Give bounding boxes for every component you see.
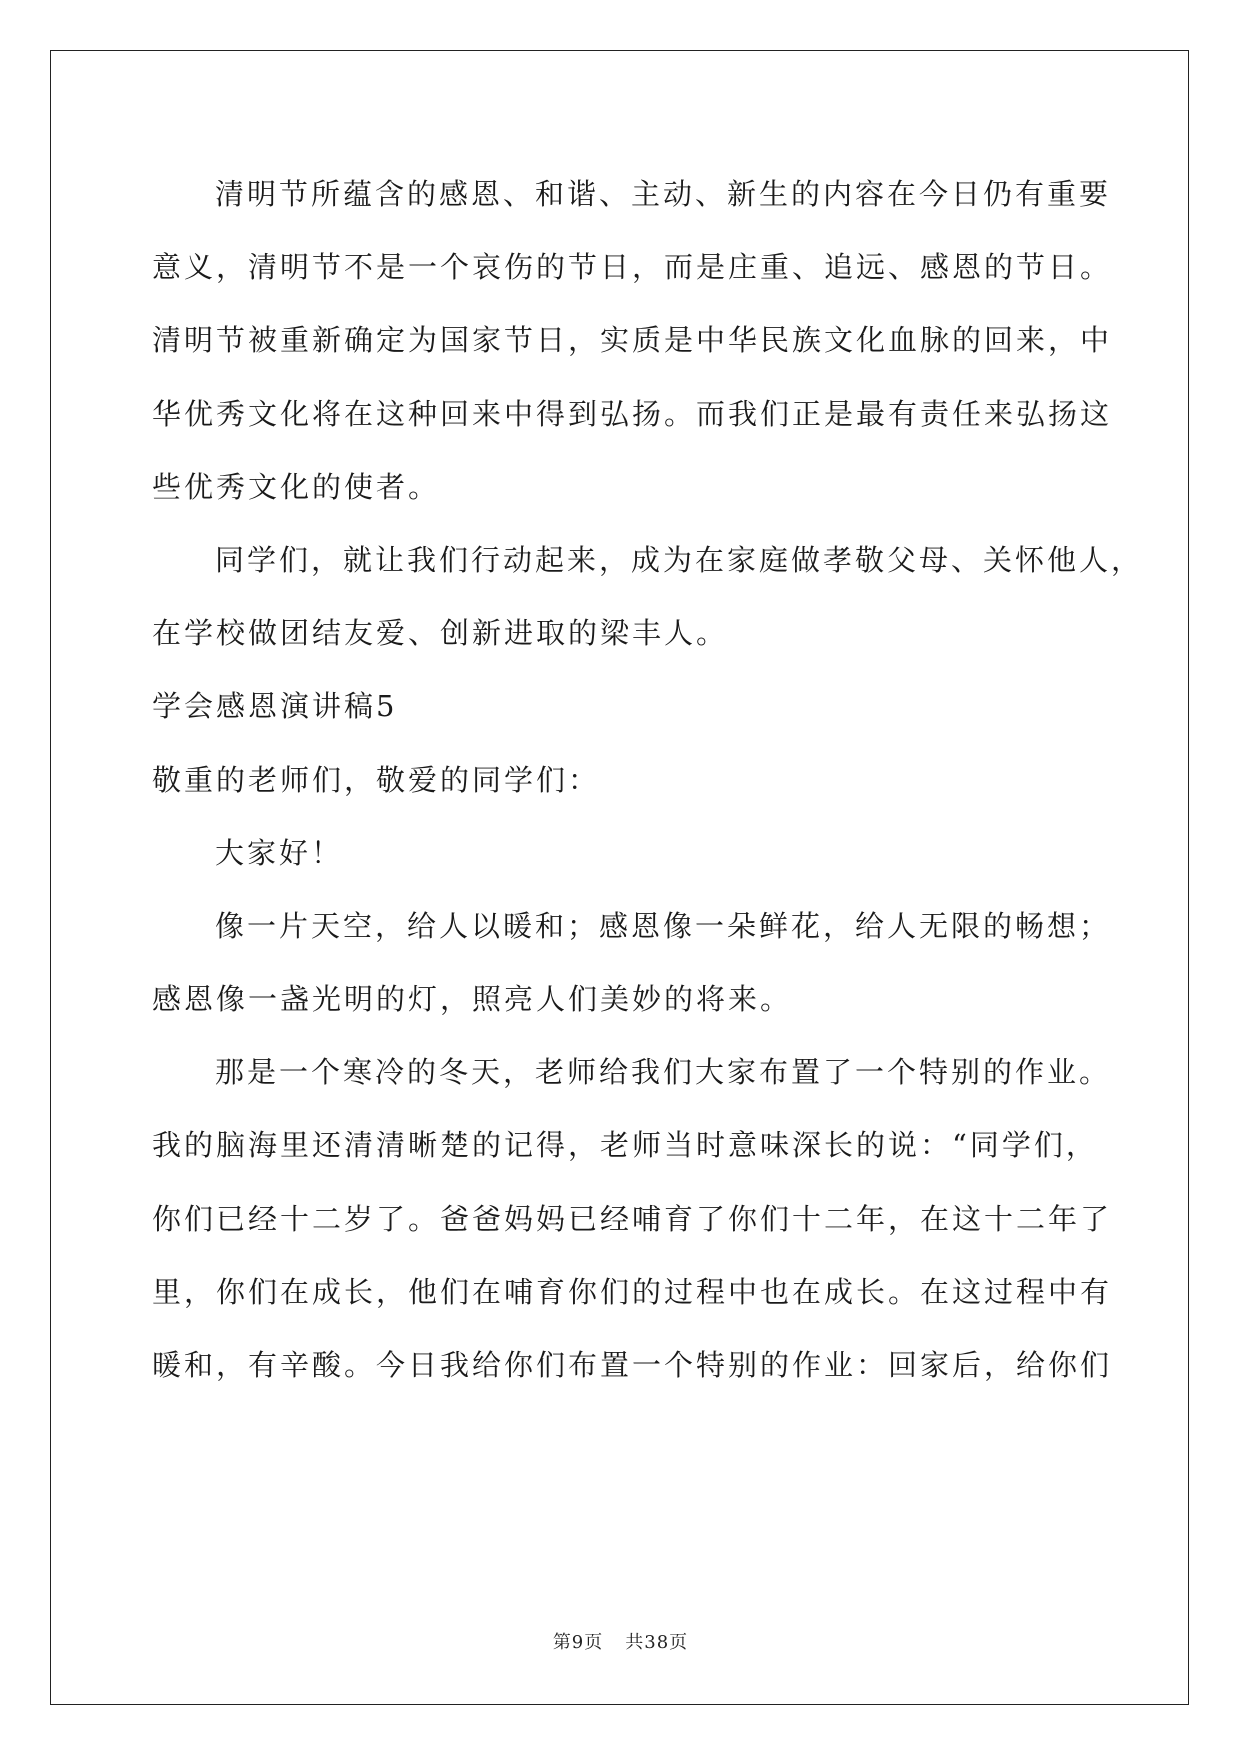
- section-title: 学会感恩演讲稿5: [152, 689, 398, 724]
- paragraph-line: 感恩像一盏光明的灯，照亮人们美妙的将来。: [152, 982, 793, 1017]
- greeting: 大家好！: [215, 835, 344, 870]
- paragraph-line: 清明节所蕴含的感恩、和谐、主动、新生的内容在今日仍有重要: [215, 177, 1112, 211]
- paragraph-line: 在学校做团结友爱、创新进取的梁丰人。: [152, 616, 729, 651]
- paragraph-line: 清明节被重新确定为国家节日，实质是中华民族文化血脉的回来，中: [152, 323, 1113, 358]
- page-footer: [0, 1628, 1241, 1654]
- paragraph-line: 些优秀文化的使者。: [152, 469, 441, 504]
- paragraph-line: 华优秀文化将在这种回来中得到弘扬。而我们正是最有责任来弘扬这: [152, 396, 1113, 431]
- paragraph-line: 你们已经十二岁了。爸爸妈妈已经哺育了你们十二年，在这十二年了: [152, 1201, 1113, 1236]
- paragraph-line: 同学们，就让我们行动起来，成为在家庭做孝敬父母、关怀他人，: [215, 542, 1144, 577]
- page-number: 第9页: [552, 1632, 604, 1653]
- document-body: [152, 158, 1144, 1402]
- paragraph-line: 像一片天空，给人以暖和；感恩像一朵鲜花，给人无限的畅想；: [215, 908, 1112, 943]
- paragraph-line: 那是一个寒冷的冬天，老师给我们大家布置了一个特别的作业。: [215, 1055, 1112, 1090]
- paragraph-line: 我的脑海里还清清晰楚的记得，老师当时意味深长的说：“同学们，: [152, 1128, 1098, 1163]
- salutation: 敬重的老师们，敬爱的同学们：: [152, 762, 601, 797]
- paragraph-line: 里，你们在成长，他们在哺育你们的过程中也在成长。在这过程中有: [152, 1274, 1113, 1309]
- paragraph-line: 暖和，有辛酸。今日我给你们布置一个特别的作业：回家后，给你们: [152, 1348, 1113, 1382]
- paragraph-line: 意义，清明节不是一个哀伤的节日，而是庄重、追远、感恩的节日。: [152, 250, 1113, 285]
- page-total: 共38页: [625, 1632, 689, 1653]
